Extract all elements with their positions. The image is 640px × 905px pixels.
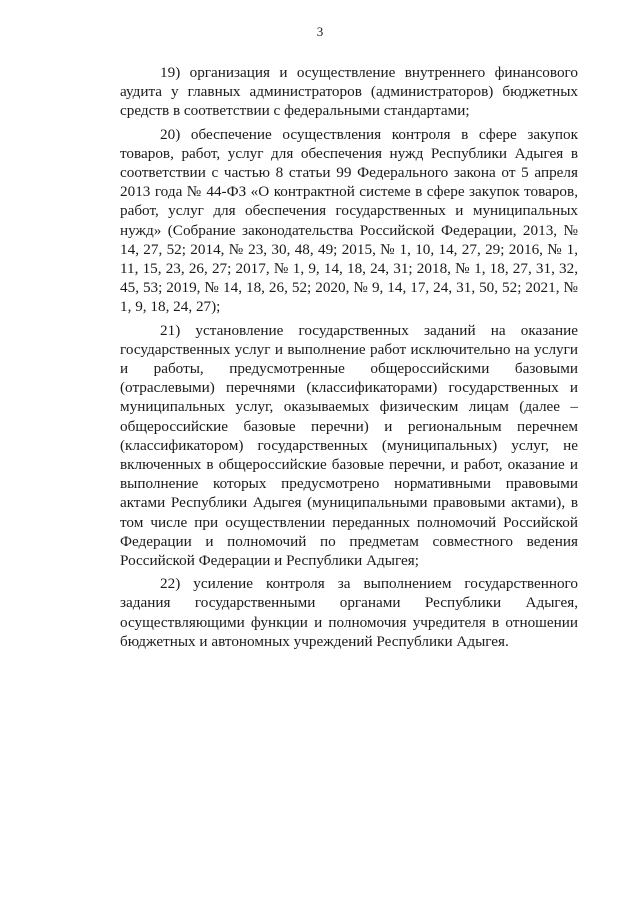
list-item-20: 20) обеспечение осуществления контроля в сфере закупок товаров, работ, услуг для обеспечения нужд Республики Адыгея в соответствии с частью 8 статьи 99 Федерального закона от 5 апреля 2013 года № 44-ФЗ «О контрактной системе в сфере закупок товаров, работ, услуг для обеспечения государственных и муниципальных нужд» (Собрание законодательства Российской Федерации, 2013, № 14, 27, 52; 2014, № 23, 30, 48, 49; 2015, № 1, 10, 14, 27, 29; 2016, № 1, 11, 15, 23, 26, 27; 2017, № 1, 9, 14, 18, 24, 31; 2018, № 1, 18, 27, 31, 32, 45, 53; 2019, № 14, 18, 26, 52; 2020, № 9, 14, 17, 24, 31, 50, 52; 2021, № 1, 9, 18, 24, 27); [120, 125, 578, 316]
list-item-21: 21) установление государственных заданий на оказание государственных услуг и выполнение работ исключительно на услуги и работы, предусмотренные общероссийскими базовыми (отраслевыми) перечнями (классификаторами) государственных и муниципальных услуг, оказываемых физическим лицам (далее – общероссийские базовые перечни) и региональным перечнем (классификатором) государственных (муниципальных) услуг, не включенных в общероссийские базовые перечни, и работ, оказание и выполнение которых предусмотрено нормативными правовыми актами Республики Адыгея (муниципальными правовыми актами), в том числе при осуществлении переданных полномочий Российской Федерации и полномочий по предметам совместного ведения Российской Федерации и Республики Адыгея; [120, 321, 578, 570]
document-body [120, 63, 578, 655]
page-number: 3 [316, 24, 324, 39]
list-item-19: 19) организация и осуществление внутреннего финансового аудита у главных администраторов (администраторов) бюджетных средств в соответствии с федеральными стандартами; [120, 64, 578, 120]
list-item-22: 22) усиление контроля за выполнением государственного задания государственными органами Республики Адыгея, осуществляющими функции и полномочия учредителя в отношении бюджетных и автономных учреждений Республики Адыгея. [120, 575, 578, 650]
